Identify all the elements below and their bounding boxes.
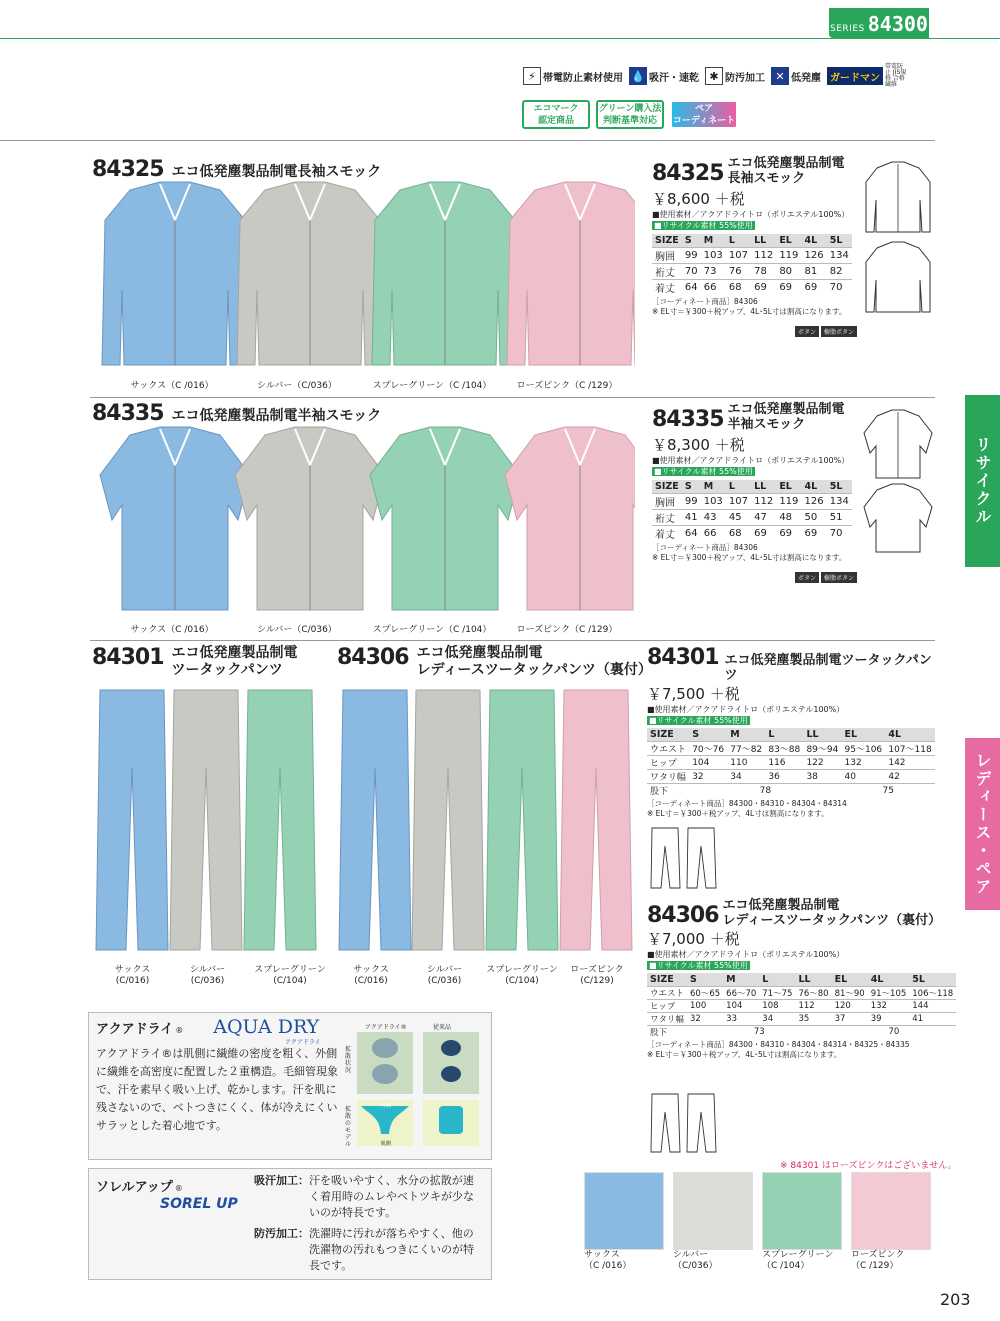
sec3-captions bbox=[95, 965, 635, 987]
swatch-silver: シルバー （C/036） bbox=[673, 1172, 753, 1272]
spec-84325-name: エコ低発塵製品制電 長袖スモック bbox=[727, 156, 845, 186]
aqua-dry-reg-mark: ® bbox=[175, 1026, 184, 1035]
spec-84306-size-note: ※ EL寸＝￥300＋税アップ、4L･5L寸は割高になります。 bbox=[647, 1050, 842, 1059]
series-tab bbox=[829, 8, 929, 38]
sec1-product-number: 84325 bbox=[92, 157, 164, 182]
pants-caption: スプレーグリーン (C/104) bbox=[254, 965, 326, 986]
sec3-garments bbox=[90, 688, 635, 958]
sec1-caption-sax: サックス（C /016） bbox=[130, 381, 214, 391]
aqua-dry-title: アクアドライ bbox=[96, 1022, 174, 1037]
spec-84306-line-drawing bbox=[648, 1092, 720, 1156]
page-number: 203 bbox=[940, 1290, 971, 1309]
header-rule bbox=[0, 38, 1000, 39]
sec2-captions bbox=[112, 625, 632, 636]
pants-caption: ローズピンク (C/129) bbox=[570, 965, 624, 986]
pants-84306-green bbox=[486, 690, 558, 950]
spec-84301-number: 84301 bbox=[647, 645, 719, 670]
table-header-row: SIZE S M L LL EL 4L 5L bbox=[652, 234, 852, 248]
spec-84325-number: 84325 bbox=[652, 161, 724, 186]
spec-84335-tags bbox=[652, 565, 857, 584]
diagram-col-aquadry: アクアドライ® bbox=[365, 1024, 407, 1031]
diagram-row-spread: 拡散状況 bbox=[345, 1046, 352, 1074]
spec-84335-name: エコ低発塵製品制電 半袖スモック bbox=[727, 402, 845, 432]
spec-84306-price: ￥7,000 ＋税 bbox=[647, 930, 740, 948]
sorel-up-heading bbox=[96, 1176, 183, 1195]
spec-84301-coordinate: ［コーディネート商品］84300・84310・84304・84314 bbox=[647, 799, 847, 808]
pants-84301-sax bbox=[96, 690, 168, 950]
sorel-up-reg-mark: ® bbox=[174, 1184, 183, 1193]
spec-84306-name: エコ低発塵製品制電 レディースツータックパンツ（裏付） bbox=[722, 898, 942, 928]
spec-84301-recycle: ■リサイクル素材 55%使用 bbox=[649, 716, 748, 725]
feature-stain: ✱ 防汚加工 bbox=[705, 67, 765, 85]
diagram-outside-label: 外側 bbox=[381, 1103, 392, 1109]
sec1-heading bbox=[92, 157, 381, 182]
swatch-note: ※ 84301 はローズピンクはございません。 bbox=[780, 1161, 957, 1171]
eco-mark-badge: エコマーク 認定商品 bbox=[522, 100, 590, 129]
sec2-product-name: エコ低発塵製品制電半袖スモック bbox=[171, 408, 382, 424]
sec2-heading bbox=[92, 401, 381, 426]
spec-84325-size-note: ※ EL寸＝￥300＋税アップ、4L･5L寸は割高になります。 bbox=[652, 307, 847, 316]
sec2-caption-silver: シルバー（C/036） bbox=[257, 625, 337, 635]
spec-84335-size-table bbox=[652, 480, 852, 541]
feature-guardman bbox=[827, 64, 907, 88]
sec1-caption-pink: ローズピンク（C /129） bbox=[516, 381, 618, 391]
badge-row bbox=[522, 100, 738, 129]
spec-84306-size-table bbox=[647, 973, 956, 1038]
swatch-pink-fabric bbox=[851, 1172, 931, 1250]
spec-84325-size-table bbox=[652, 234, 852, 295]
aqua-dry-logo-sub: アクアドライ bbox=[285, 1039, 321, 1046]
sec1-product-name: エコ低発塵製品制電長袖スモック bbox=[171, 164, 382, 180]
pants-84301-silver bbox=[170, 690, 242, 950]
diagram-skin-label: 肌側 bbox=[381, 1141, 392, 1147]
spec-84301-price: ￥7,500 ＋税 bbox=[647, 685, 740, 703]
sec2-caption-pink: ローズピンク（C /129） bbox=[516, 625, 618, 635]
spec-84335-size-note: ※ EL寸＝￥300＋税アップ、4L･5L寸は割高になります。 bbox=[652, 553, 847, 562]
aqua-dry-diagram bbox=[343, 1022, 483, 1148]
spec-84325 bbox=[652, 156, 857, 338]
spec-84335-price: ￥8,300 ＋税 bbox=[652, 436, 745, 454]
table-row: ヒップ 104 110 116 122 132 142 bbox=[647, 756, 935, 770]
swatch-silver-fabric bbox=[673, 1172, 753, 1250]
feature-lowdust: ✕ 低発塵 bbox=[771, 67, 821, 85]
guardman-note: 帯電防止 JIS規格 合格繊維 bbox=[885, 63, 907, 88]
sec2-caption-green: スプレーグリーン（C /104） bbox=[372, 625, 492, 635]
sec3-left-name: エコ低発塵製品制電 ツータックパンツ bbox=[171, 645, 298, 678]
spec-84301-size-table bbox=[647, 728, 935, 797]
sec3-right-heading bbox=[337, 645, 652, 679]
spec-84325-material: ■使用素材／アクアドライトロ（ポリエステル100%） bbox=[652, 210, 850, 219]
pants-caption: スプレーグリーン (C/104) bbox=[486, 965, 558, 986]
table-header-row: SIZE S M L LL EL 4L bbox=[647, 728, 935, 742]
series-prefix: SERIES bbox=[830, 24, 865, 34]
spec-84325-line-drawing bbox=[862, 160, 934, 318]
feature-icons bbox=[523, 64, 907, 88]
pants-84306-silver bbox=[412, 690, 484, 950]
spec-84335-material: ■使用素材／アクアドライトロ（ポリエステル100%） bbox=[652, 456, 850, 465]
table-row: 股下 73 70 bbox=[647, 1026, 956, 1039]
aqua-dry-heading bbox=[96, 1016, 319, 1038]
table-row: 裄丈 41 43 45 47 48 50 51 bbox=[652, 510, 852, 526]
spec-84325-price: ￥8,600 ＋税 bbox=[652, 190, 745, 208]
diagram-graphics bbox=[355, 1030, 483, 1148]
spec-84335 bbox=[652, 402, 857, 584]
spec-84301-size-note: ※ EL寸＝￥300＋税アップ、4L寸は割高になります。 bbox=[647, 809, 829, 818]
spec-84335-coordinate: ［コーディネート商品］84306 bbox=[652, 543, 758, 552]
pants-caption: サックス (C/016) bbox=[114, 965, 151, 986]
sorel-up-logo: SOREL UP bbox=[160, 1196, 238, 1212]
sec1-captions bbox=[112, 381, 632, 392]
feature-antistatic: ⚡ 帯電防止素材使用 bbox=[523, 67, 623, 85]
spec-84301 bbox=[647, 645, 937, 819]
section-rule-2 bbox=[90, 397, 935, 398]
table-row: 裄丈 70 73 76 78 80 81 82 bbox=[652, 264, 852, 280]
feature-sweat-absorb: 吸汗加工： 汗を吸いやすく、水分の拡散が速く着用時のムレやベトツキが少ないのが特長です。 bbox=[254, 1174, 474, 1219]
spec-84306-recycle: ■リサイクル素材 55%使用 bbox=[649, 961, 748, 970]
sorel-up-features bbox=[254, 1172, 484, 1274]
side-tab-ladies-pair: レディース・ペア bbox=[965, 738, 1000, 910]
side-tab-recycle: リサイクル bbox=[965, 395, 1000, 567]
series-number: 84300 bbox=[867, 12, 928, 36]
table-row: 胸囲 99 103 107 112 119 126 134 bbox=[652, 494, 852, 510]
button-tag: ボタン bbox=[795, 326, 819, 337]
spec-84306-material: ■使用素材／アクアドライトロ（ポリエステル100%） bbox=[647, 950, 845, 959]
table-row: 着丈 64 66 68 69 69 69 70 bbox=[652, 526, 852, 542]
sec1-caption-silver: シルバー（C/036） bbox=[257, 381, 337, 391]
sec1-caption-green: スプレーグリーン（C /104） bbox=[372, 381, 492, 391]
sweat-icon: 💧 bbox=[629, 67, 647, 85]
table-row: 股下 78 75 bbox=[647, 784, 935, 798]
table-header-row: SIZE S M L LL EL 4L 5L bbox=[652, 480, 852, 494]
pants-84301-green bbox=[244, 690, 316, 950]
fabric-swatches bbox=[584, 1172, 931, 1272]
section-rule-3 bbox=[90, 640, 935, 641]
sec2-product-number: 84335 bbox=[92, 401, 164, 426]
table-row: 着丈 64 66 68 69 69 69 70 bbox=[652, 280, 852, 296]
spec-84301-material: ■使用素材／アクアドライトロ（ポリエステル100%） bbox=[647, 705, 845, 714]
spec-84306-coordinate: ［コーディネート商品］84300・84310・84304・84314・84325・84335 bbox=[647, 1040, 910, 1049]
resin-button-tag: 樹脂ボタン bbox=[821, 326, 857, 337]
spec-84301-line-drawing bbox=[648, 826, 720, 892]
table-row: ウエスト 70～76 77～82 83～88 89～94 95～106 107～118 bbox=[647, 742, 935, 756]
swatch-sax: サックス （C /016） bbox=[584, 1172, 664, 1272]
sec2-garments bbox=[90, 425, 635, 620]
spec-84325-recycle: ■リサイクル素材 55%使用 bbox=[654, 221, 753, 230]
aqua-dry-logo: AQUA DRY bbox=[213, 1016, 320, 1038]
diagram-row-model: 拡散のモデル bbox=[345, 1106, 352, 1148]
table-row: ヒップ 100 104 108 112 120 132 144 bbox=[647, 1000, 956, 1013]
sorel-up-title: ソレルアップ bbox=[96, 1180, 173, 1195]
pants-caption: シルバー (C/036) bbox=[189, 965, 226, 986]
spec-84306-number: 84306 bbox=[647, 903, 719, 928]
smock-long-pink bbox=[507, 182, 635, 365]
sec3-left-number: 84301 bbox=[92, 645, 164, 670]
table-row: 胸囲 99 103 107 112 119 126 134 bbox=[652, 248, 852, 264]
table-row: ワタリ幅 32 34 36 38 40 42 bbox=[647, 770, 935, 784]
button-tag: ボタン bbox=[795, 572, 819, 583]
pair-coordinate-badge: ペア コーディネート bbox=[670, 100, 738, 129]
swatch-green: スプレーグリーン （C /104） bbox=[762, 1172, 842, 1272]
table-header-row: SIZE S M L LL EL 4L 5L bbox=[647, 973, 956, 987]
sec3-left-heading bbox=[92, 645, 298, 679]
swatch-pink: ローズピンク （C /129） bbox=[851, 1172, 931, 1272]
pants-caption: サックス (C/016) bbox=[353, 965, 389, 986]
sec1-garments bbox=[90, 180, 635, 380]
sec3-right-number: 84306 bbox=[337, 645, 409, 670]
antistatic-icon: ⚡ bbox=[523, 67, 541, 85]
resin-button-tag: 樹脂ボタン bbox=[821, 572, 857, 583]
lowdust-icon: ✕ bbox=[771, 67, 789, 85]
pants-caption: シルバー (C/036) bbox=[426, 965, 463, 986]
spec-84301-name: エコ低発塵製品制電ツータックパンツ bbox=[724, 653, 932, 683]
pants-84306-sax bbox=[339, 690, 411, 950]
swatch-green-fabric bbox=[762, 1172, 842, 1250]
spec-84325-coordinate: ［コーディネート商品］84306 bbox=[652, 297, 758, 306]
stain-icon: ✱ bbox=[705, 67, 723, 85]
spec-84335-number: 84335 bbox=[652, 407, 724, 432]
aqua-dry-body: アクアドライ®は肌側に繊維の密度を粗く、外側に繊維を高密度に配置した２重構造。毛細管現象で、汗を素早く吸い上げ、乾かします。汗を肌に残さないので、ベトつきにくく、体が冷えにくいサラッとした着心地です。 bbox=[96, 1047, 338, 1132]
swatch-sax-fabric bbox=[584, 1172, 664, 1250]
sec2-caption-sax: サックス（C /016） bbox=[130, 625, 214, 635]
spec-84325-tags bbox=[652, 319, 857, 338]
sec3-right-name: エコ低発塵製品制電 レディースツータックパンツ（裏付） bbox=[416, 645, 652, 678]
section-rule-1 bbox=[0, 140, 935, 141]
pants-84306-pink bbox=[560, 690, 632, 950]
diagram-col-conventional: 従来品 bbox=[433, 1024, 452, 1031]
green-purchase-badge: グリーン購入法 判断基準対応 bbox=[596, 100, 664, 129]
table-row: ウエスト 60～65 66～70 71～75 76～80 81～90 91～105 106～118 bbox=[647, 987, 956, 1000]
spec-84335-line-drawing bbox=[862, 408, 934, 558]
smock-short-pink bbox=[505, 427, 635, 610]
feature-sweat: 💧 吸汗・速乾 bbox=[629, 67, 699, 85]
spec-84335-recycle: ■リサイクル素材 55%使用 bbox=[654, 467, 753, 476]
feature-stain-proof: 防汚加工： 洗濯時に汚れが落ちやすく、他の洗濯物の汚れもつきにくいのが特長です。 bbox=[254, 1227, 474, 1272]
table-row: ワタリ幅 32 33 34 35 37 39 41 bbox=[647, 1013, 956, 1026]
spec-84306 bbox=[647, 898, 954, 1060]
guardman-logo: ガードマン bbox=[827, 67, 883, 85]
